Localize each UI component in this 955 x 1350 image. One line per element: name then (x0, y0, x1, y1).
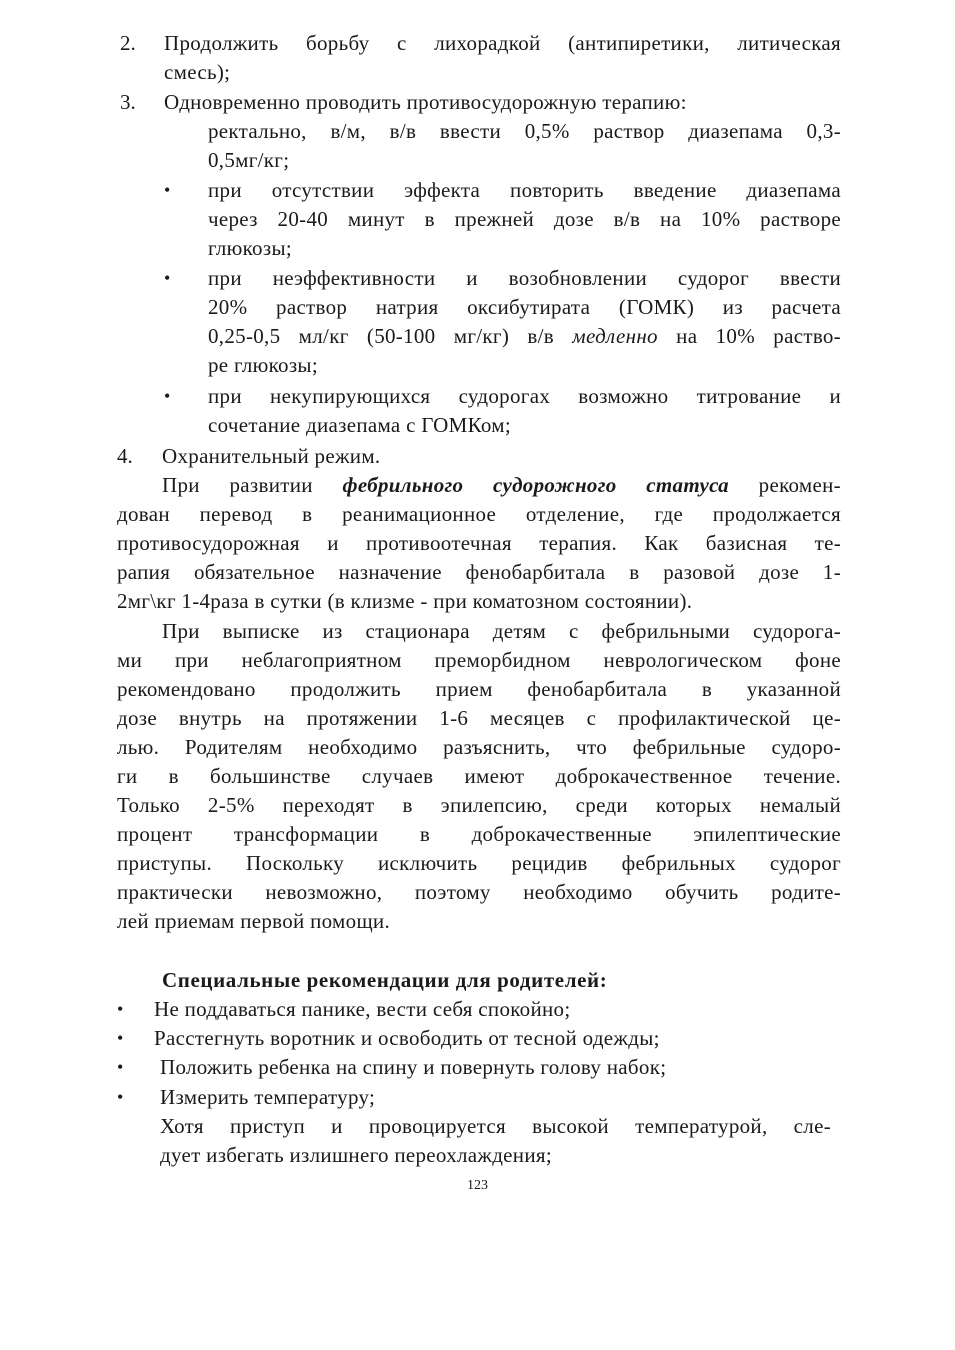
item2-line2: смесь); (164, 60, 231, 84)
special-bullet2: Расстегнуть воротник и освободить от тесной одежды; (154, 1026, 660, 1050)
item3-line3: 0,5мг/кг; (208, 148, 290, 172)
bullet-icon: • (164, 386, 171, 406)
bullet-icon: • (164, 268, 171, 288)
bullet-icon: • (117, 1028, 124, 1048)
para1-line1 (162, 471, 841, 500)
item3-bullet2-line3 (208, 322, 841, 351)
item3-line1: Одновременно проводить противосудорожную терапию: (164, 90, 687, 114)
bullet-icon: • (117, 999, 124, 1019)
para2-line8: процент трансформации в доброкачественные эпилептические (117, 822, 841, 846)
item3-bullet2-line4: ре глюкозы; (208, 353, 318, 377)
item3-line2: ректально, в/м, в/в ввести 0,5% раствор диазепама 0,3- (208, 119, 841, 143)
para1-line2: дован перевод в реанимационное отделение, где продолжается (117, 502, 841, 526)
febrile-status-term: фебрильного судорожного статуса (342, 473, 729, 497)
para2-line9: приступы. Поскольку исключить рецидив фебрильных судорог (117, 851, 841, 875)
list-number-2: 2. (120, 31, 136, 55)
para1-recommend: рекомен- (758, 473, 841, 497)
special-bullet4: Измерить температуру; (160, 1085, 376, 1109)
para2-line3: рекомендовано продолжить прием фенобарбитала в указанной (117, 677, 841, 701)
list-number-4: 4. (117, 444, 133, 468)
item3-bullet2-line1: при неэффективности и возобновлении судорог ввести (208, 266, 841, 290)
special-bullet1: Не поддаваться панике, вести себя спокойно; (154, 997, 571, 1021)
page-number: 123 (467, 1178, 488, 1193)
item3-bullet1-line1: при отсутствии эффекта повторить введение диазепама (208, 178, 841, 202)
para1-line3: противосудорожная и противоотечная терапия. Как базисная те- (117, 531, 841, 555)
special-para-line1: Хотя приступ и провоцируется высокой температурой, сле- (160, 1114, 831, 1138)
special-para-line2: дует избегать излишнего переохлаждения; (160, 1143, 552, 1167)
list-number-3: 3. (120, 90, 136, 114)
item3-bullet1-line2: через 20-40 минут в прежней дозе в/в на 10% растворе (208, 207, 841, 231)
special-bullet3: Положить ребенка на спину и повернуть голову набок; (160, 1055, 667, 1079)
para2-line4: дозе внутрь на протяжении 1-6 месяцев с профилактической це- (117, 706, 841, 730)
para2-line2: ми при неблагоприятном преморбидном неврологическом фоне (117, 648, 841, 672)
item3-bullet3-line1: при некупирующихся судорогах возможно титрование и (208, 384, 841, 408)
special-recommendations-heading: Специальные рекомендации для родителей: (162, 968, 608, 992)
bullet-icon: • (164, 180, 171, 200)
item4-line1: Охранительный режим. (162, 444, 381, 468)
para1-intro: При развитии (162, 473, 313, 497)
para2-line5: лью. Родителям необходимо разъяснить, что фебрильные судоро- (117, 735, 841, 759)
item2-line1: Продолжить борьбу с лихорадкой (антипиретики, литическая (164, 31, 841, 55)
para2-line11: лей приемам первой помощи. (117, 909, 390, 933)
item3-bullet2-line2: 20% раствор натрия оксибутирата (ГОМК) из расчета (208, 295, 841, 319)
para2-line10: практически невозможно, поэтому необходимо обучить родите- (117, 880, 841, 904)
para1-line4: рапия обязательное назначение фенобарбитала в разовой дозе 1- (117, 560, 841, 584)
dose-text: 0,25-0,5 мл/кг (50-100 мг/кг) в/в (208, 324, 554, 348)
para2-line7: Только 2-5% переходят в эпилепсию, среди которых немалый (117, 793, 841, 817)
para2-line1: При выписке из стационара детям с фебрильными судорога- (162, 619, 841, 643)
item3-bullet1-line3: глюкозы; (208, 236, 292, 260)
para1-line5: 2мг\кг 1-4раза в сутки (в клизме - при коматозном состоянии). (117, 589, 693, 613)
solution-text: на 10% раство- (676, 324, 841, 348)
para2-line6: ги в большинстве случаев имеют доброкачественное течение. (117, 764, 841, 788)
bullet-icon: • (117, 1057, 124, 1077)
item3-bullet3-line2: сочетание диазепама с ГОМКом; (208, 413, 512, 437)
bullet-icon: • (117, 1087, 124, 1107)
slowly-emphasis: медленно (572, 324, 658, 348)
